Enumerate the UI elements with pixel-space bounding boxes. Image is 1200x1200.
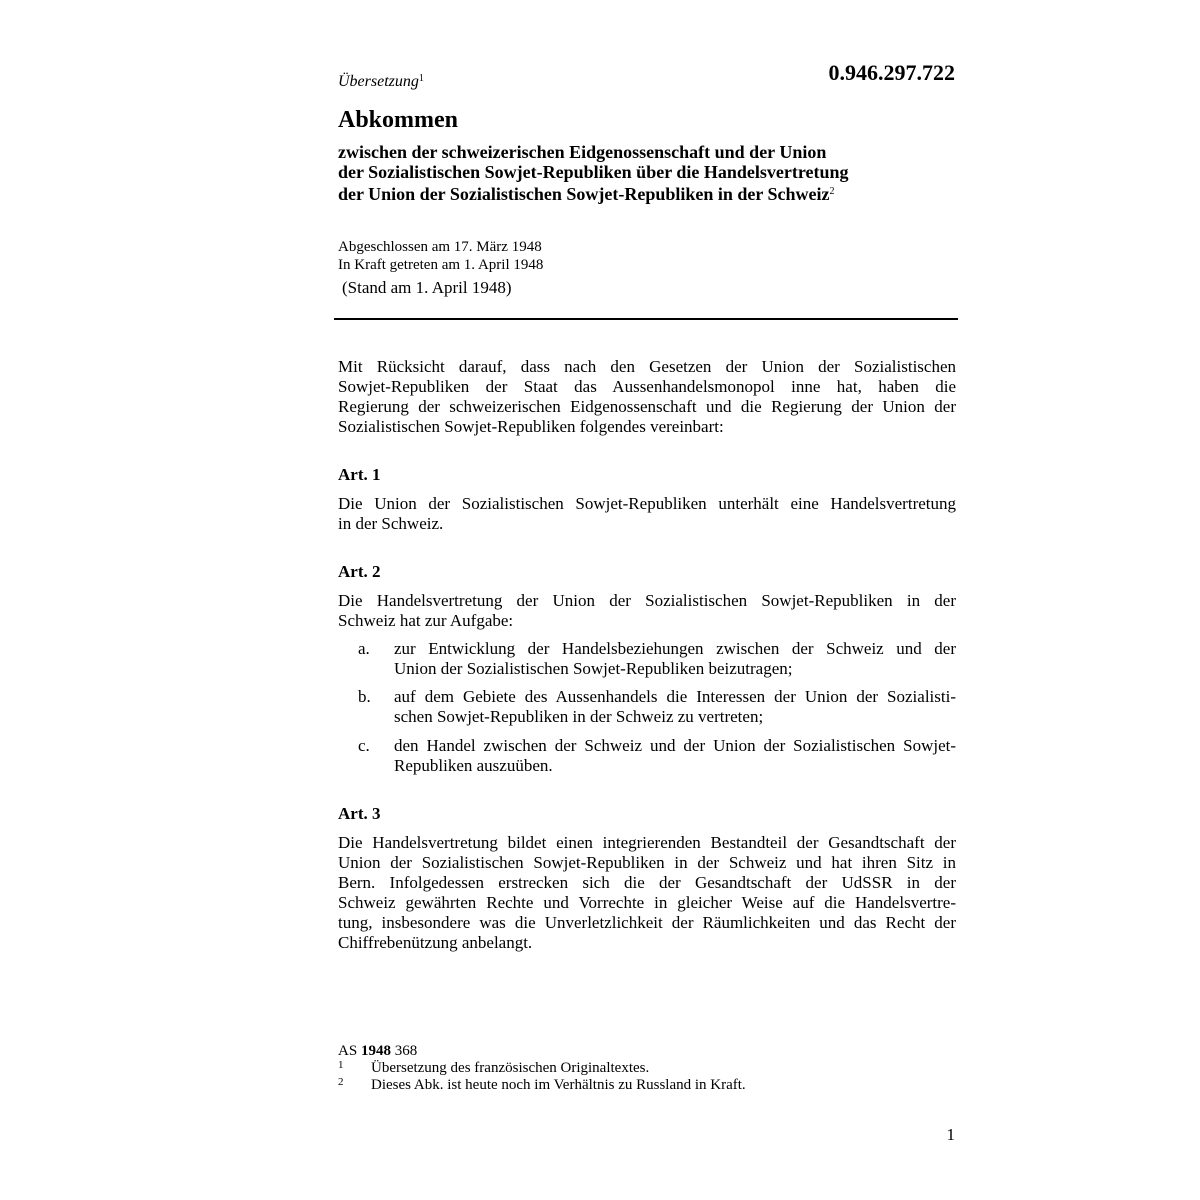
article-line: in der Schweiz. [338, 514, 444, 533]
article-1-text [338, 494, 956, 534]
preamble [338, 357, 956, 437]
subtitle-line: der Sozialistischen Sowjet-Republiken über die Handelsvertretung [338, 162, 849, 182]
article-line: Die Union der Sozialistischen Sowjet-Republiken unterhält eine Handelsvertretung [338, 494, 956, 513]
list-letter: a. [358, 639, 370, 658]
list-line: zur Entwicklung der Handelsbeziehungen zwischen der Schweiz und der [394, 639, 956, 658]
subtitle-line: der Union der Sozialistischen Sowjet-Republiken in der Schweiz$^2$ [338, 184, 835, 204]
preamble-line: Sozialistischen Sowjet-Republiken folgendes vereinbart: [338, 417, 724, 436]
concluded-date: Abgeschlossen am 17. März 1948 [338, 239, 542, 255]
document-title: Abkommen [338, 107, 459, 133]
footnote-text: Dieses Abk. ist heute noch im Verhältnis zu Russland in Kraft. [371, 1077, 746, 1093]
article-1-heading: Art. 1 [338, 465, 381, 484]
article-3-heading: Art. 3 [338, 804, 381, 823]
list-line: den Handel zwischen der Schweiz und der Union der Sozialistischen Sowjet- [394, 736, 956, 755]
footnote-text: Übersetzung des französischen Originaltextes. [371, 1060, 650, 1076]
footnote-ref-2[interactable]: 2 [829, 186, 835, 197]
article-line: Die Handelsvertretung der Union der Sozialistischen Sowjet-Republiken in der [338, 591, 956, 610]
article-line: Schweiz gewährten Rechte und Vorrechte in gleicher Weise auf die Handelsvertre- [338, 893, 956, 912]
article-3-text [338, 833, 956, 953]
footnote-2 [338, 1076, 746, 1094]
article-2-text [338, 591, 956, 631]
list-line: schen Sowjet-Republiken in der Schweiz zu vertreten; [394, 707, 764, 726]
article-line: Schweiz hat zur Aufgabe: [338, 611, 514, 630]
article-line: Bern. Infolgedessen erstrecken sich die der Gesandtschaft der UdSSR in der [338, 873, 956, 892]
status-date: (Stand am 1. April 1948) [342, 278, 512, 297]
page-number: 1 [946, 1125, 955, 1144]
dates-block [338, 238, 543, 274]
document-subtitle [338, 142, 978, 204]
subtitle-line: zwischen der schweizerischen Eidgenossenschaft und der Union [338, 142, 827, 162]
list-line: Union der Sozialistischen Sowjet-Republiken beizutragen; [394, 659, 793, 678]
article-line: tung, insbesondere was die Unverletzlichkeit der Räumlichkeiten und das Recht der [338, 913, 956, 932]
in-force-date: In Kraft getreten am 1. April 1948 [338, 257, 544, 273]
header-divider [334, 318, 958, 320]
footnote-ref-1[interactable]: 1 [418, 73, 424, 84]
preamble-line: Mit Rücksicht darauf, dass nach den Gesetzen der Union der Sozialistischen [338, 357, 956, 376]
footnotes [338, 1043, 746, 1094]
list-letter: b. [358, 687, 371, 706]
article-line: Union der Sozialistischen Sowjet-Republiken in der Schweiz und hat ihren Sitz in [338, 853, 956, 872]
footnote-1 [338, 1059, 650, 1077]
article-line: Chiffrebenützung anbelangt. [338, 933, 533, 952]
translation-label: Übersetzung$^1$ [338, 73, 424, 90]
list-letter: c. [358, 736, 370, 755]
article-line: Die Handelsvertretung bildet einen integrierenden Bestandteil der Gesandtschaft der [338, 833, 956, 852]
footnote-number: 1 [338, 1059, 344, 1071]
preamble-line: Regierung der schweizerischen Eidgenossenschaft und die Regierung der Union der [338, 397, 956, 416]
list-line: auf dem Gebiete des Aussenhandels die Interessen der Union der Sozialisti- [394, 687, 956, 706]
as-reference: AS 1948 368 [338, 1043, 418, 1059]
footnote-number: 2 [338, 1076, 344, 1088]
preamble-line: Sowjet-Republiken der Staat das Aussenhandelsmonopol inne hat, haben die [338, 377, 956, 396]
sr-number: 0.946.297.722 [828, 60, 955, 85]
list-line: Republiken auszuüben. [394, 756, 553, 775]
article-2-heading: Art. 2 [338, 562, 381, 581]
